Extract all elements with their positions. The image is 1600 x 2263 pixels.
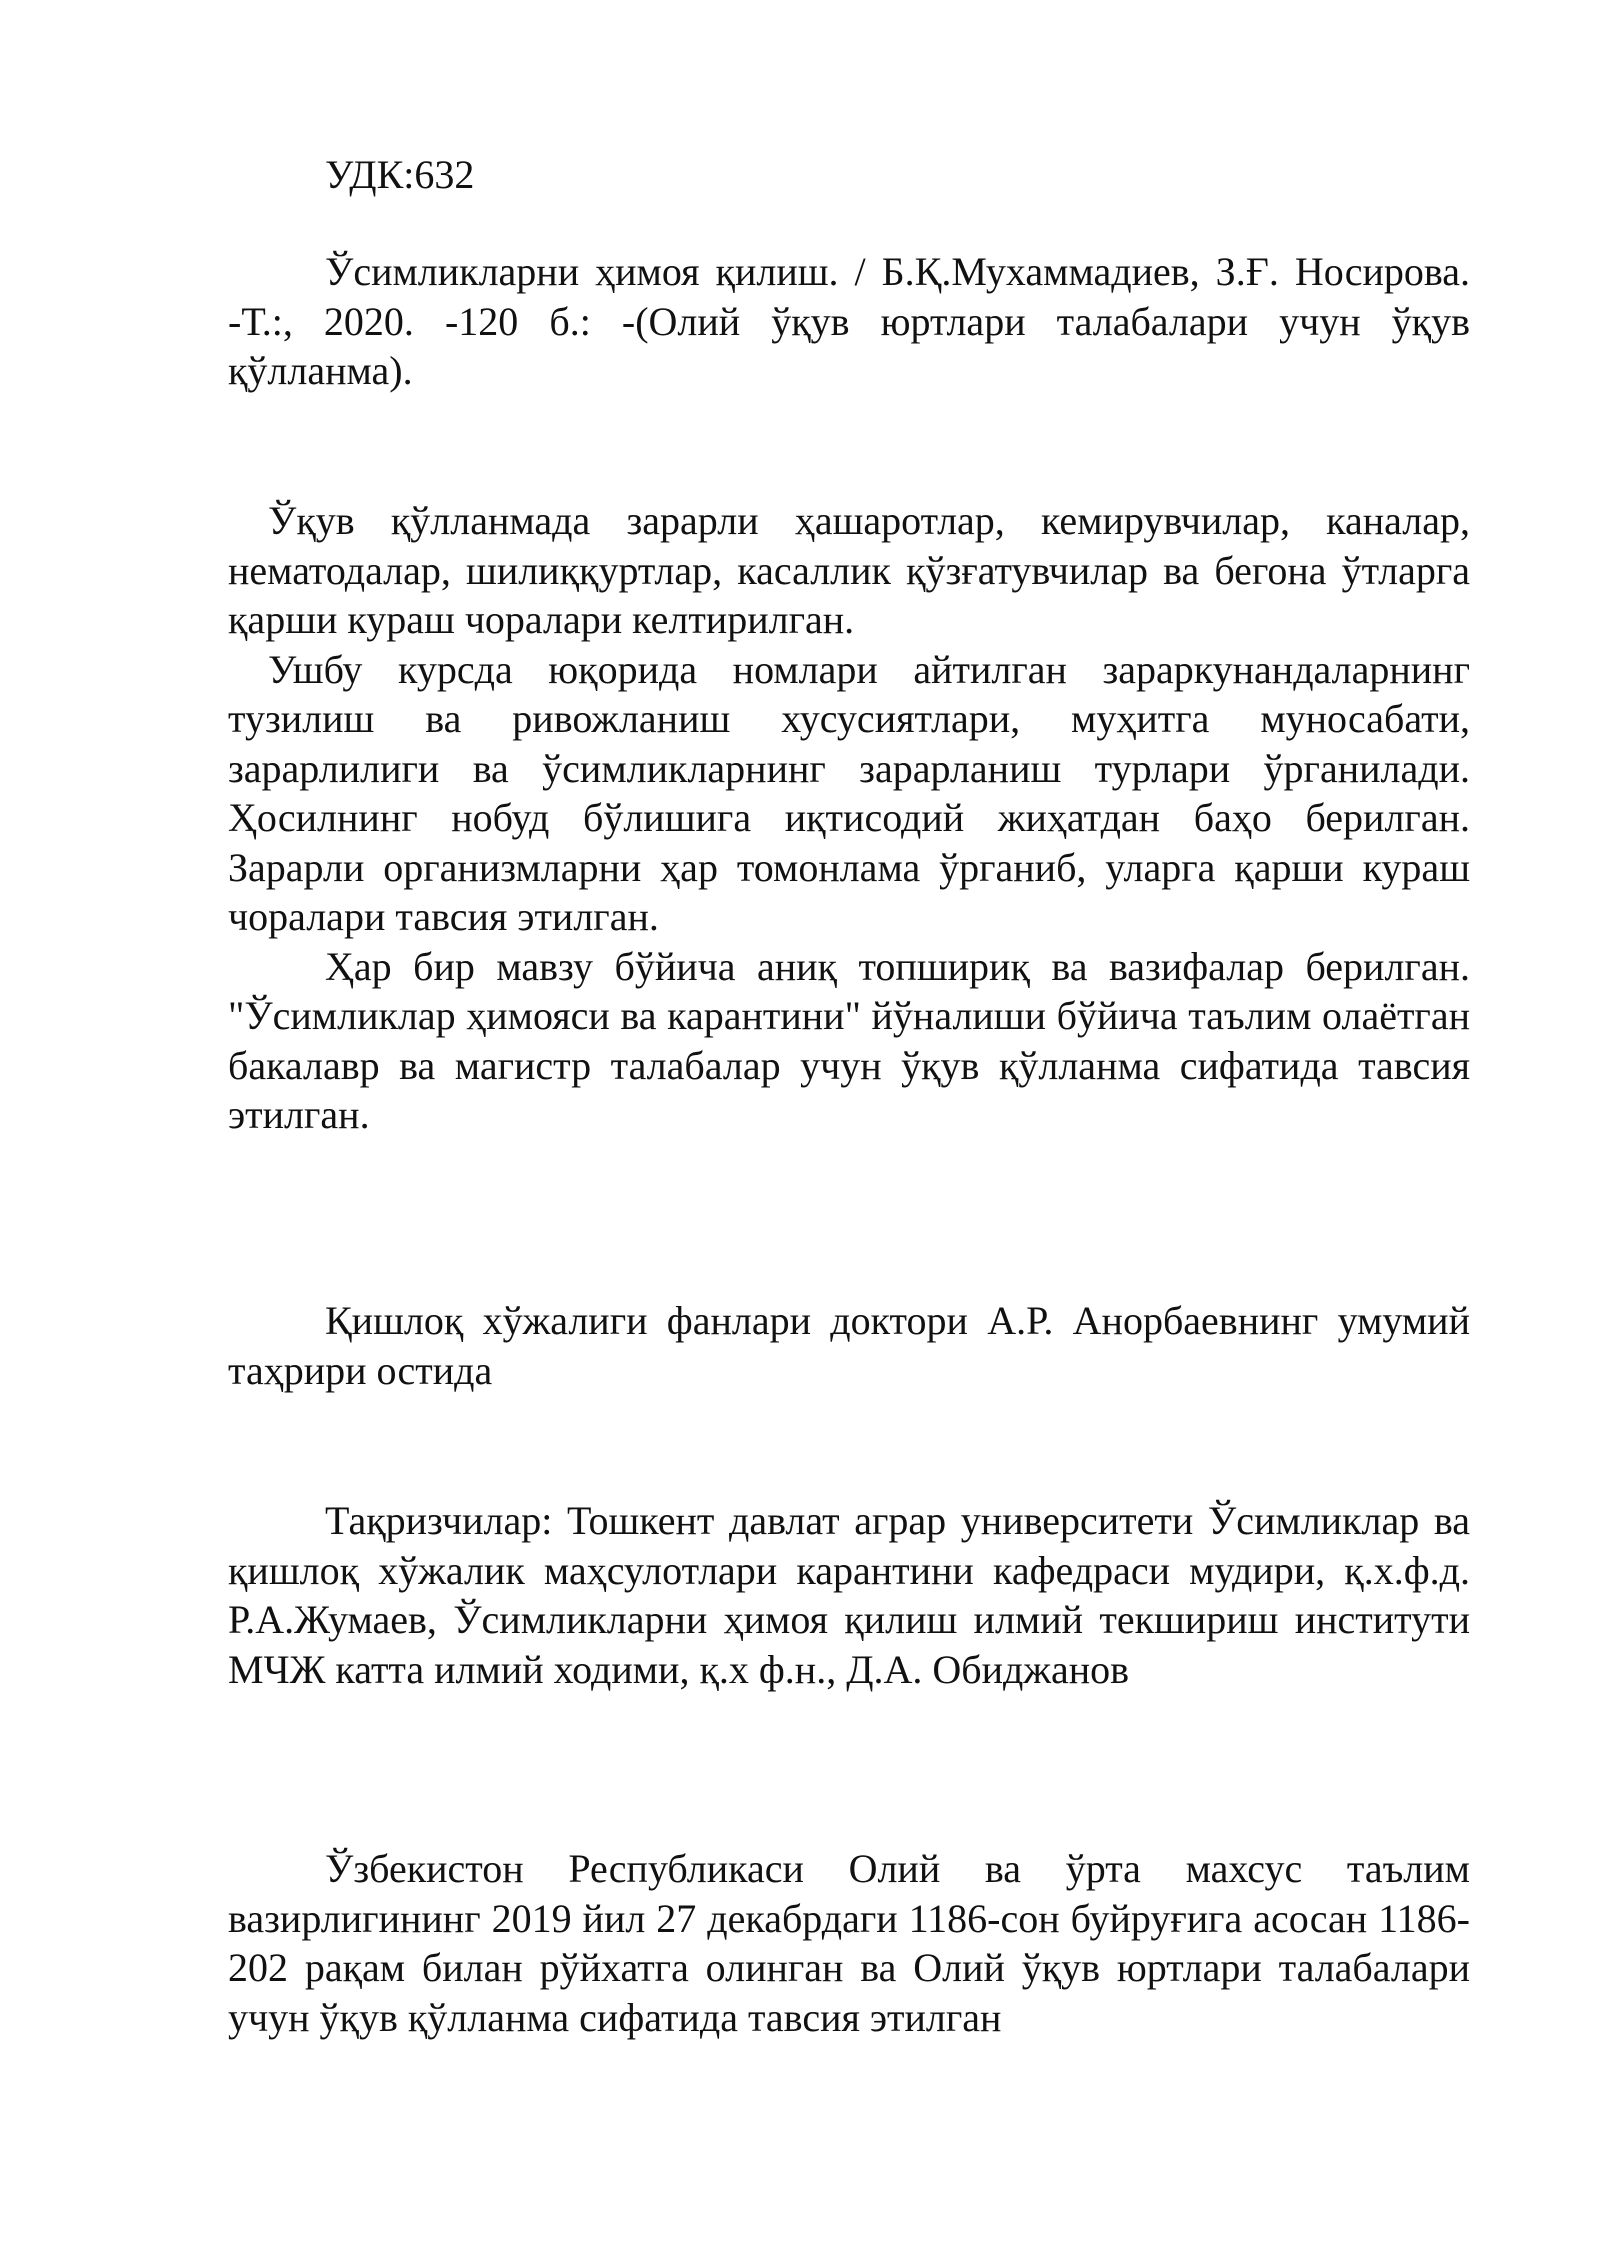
reviewers-paragraph: Тақризчилар: Тошкент давлат аграр университети Ўсимликлар ва қишлоқ хўжалик маҳсулотлари карантини кафедраси мудири, қ.х.ф.д. Р.А.Жумаев, Ўсимликларни ҳимоя қилиш илмий текшириш институти МЧЖ катта илмий ходими, қ.х ф.н., Д.А. Обиджанов <box>228 1498 1470 1692</box>
editor-block <box>228 1296 1470 1395</box>
citation-block <box>228 247 1470 396</box>
abstract-paragraph-1: Ўқув қўлланмада зарарли ҳашаротлар, кемирувчилар, каналар, нематодалар, шилиққуртлар, касаллик қўзғатувчилар ва бегона ўтларга қарши кураш чоралари келтирилган. <box>228 498 1470 642</box>
abstract-paragraph-3: Ҳар бир мавзу бўйича аниқ топшириқ ва вазифалар берилган. "Ўсимликлар ҳимояси ва карантини" йўналиши бўйича таълим олаётган бакалавр ва магистр талабалар учун ўқув қўлланма сифатида тавсия этилган. <box>228 943 1470 1137</box>
reviewers-block <box>228 1496 1470 1694</box>
approval-block <box>228 1844 1470 2042</box>
abstract-paragraph-2: Ушбу курсда юқорида номлари айтилган зараркунандаларнинг тузилиш ва ривожланиш хусусиятлари, муҳитга муносабати, зарарлилиги ва ўсимликларнинг зарарланиш турлари ўрганилади. Ҳосилнинг нобуд бўлишига иқтисодий жиҳатдан баҳо берилган. Зарарли организмларни ҳар томонлама ўрганиб, уларга қарши кураш чоралари тавсия этилган. <box>228 646 1470 939</box>
editor-paragraph: Қишлоқ хўжалиги фанлари доктори А.Р. Анорбаевнинг умумий таҳрири остида <box>228 1298 1470 1393</box>
approval-paragraph: Ўзбекистон Республикаси Олий ва ўрта махсус таълим вазирлигининг 2019 йил 27 декабрдаги 1186-сон буйруғига асосан 1186-202 рақам билан рўйхатга олинган ва Олий ўқув юртлари талабалари учун ўқув қўлланма сифатида тавсия этилган <box>228 1846 1470 2040</box>
abstract-block <box>228 496 1470 1140</box>
citation-paragraph: Ўсимликларни ҳимоя қилиш. / Б.Қ.Мухаммадиев, З.Ғ. Носирова. -Т.:, 2020. -120 б.: -(Олий ўқув юртлари талабалари учун ўқув қўлланма). <box>228 249 1470 393</box>
udk-code: УДК:632 <box>325 152 475 197</box>
